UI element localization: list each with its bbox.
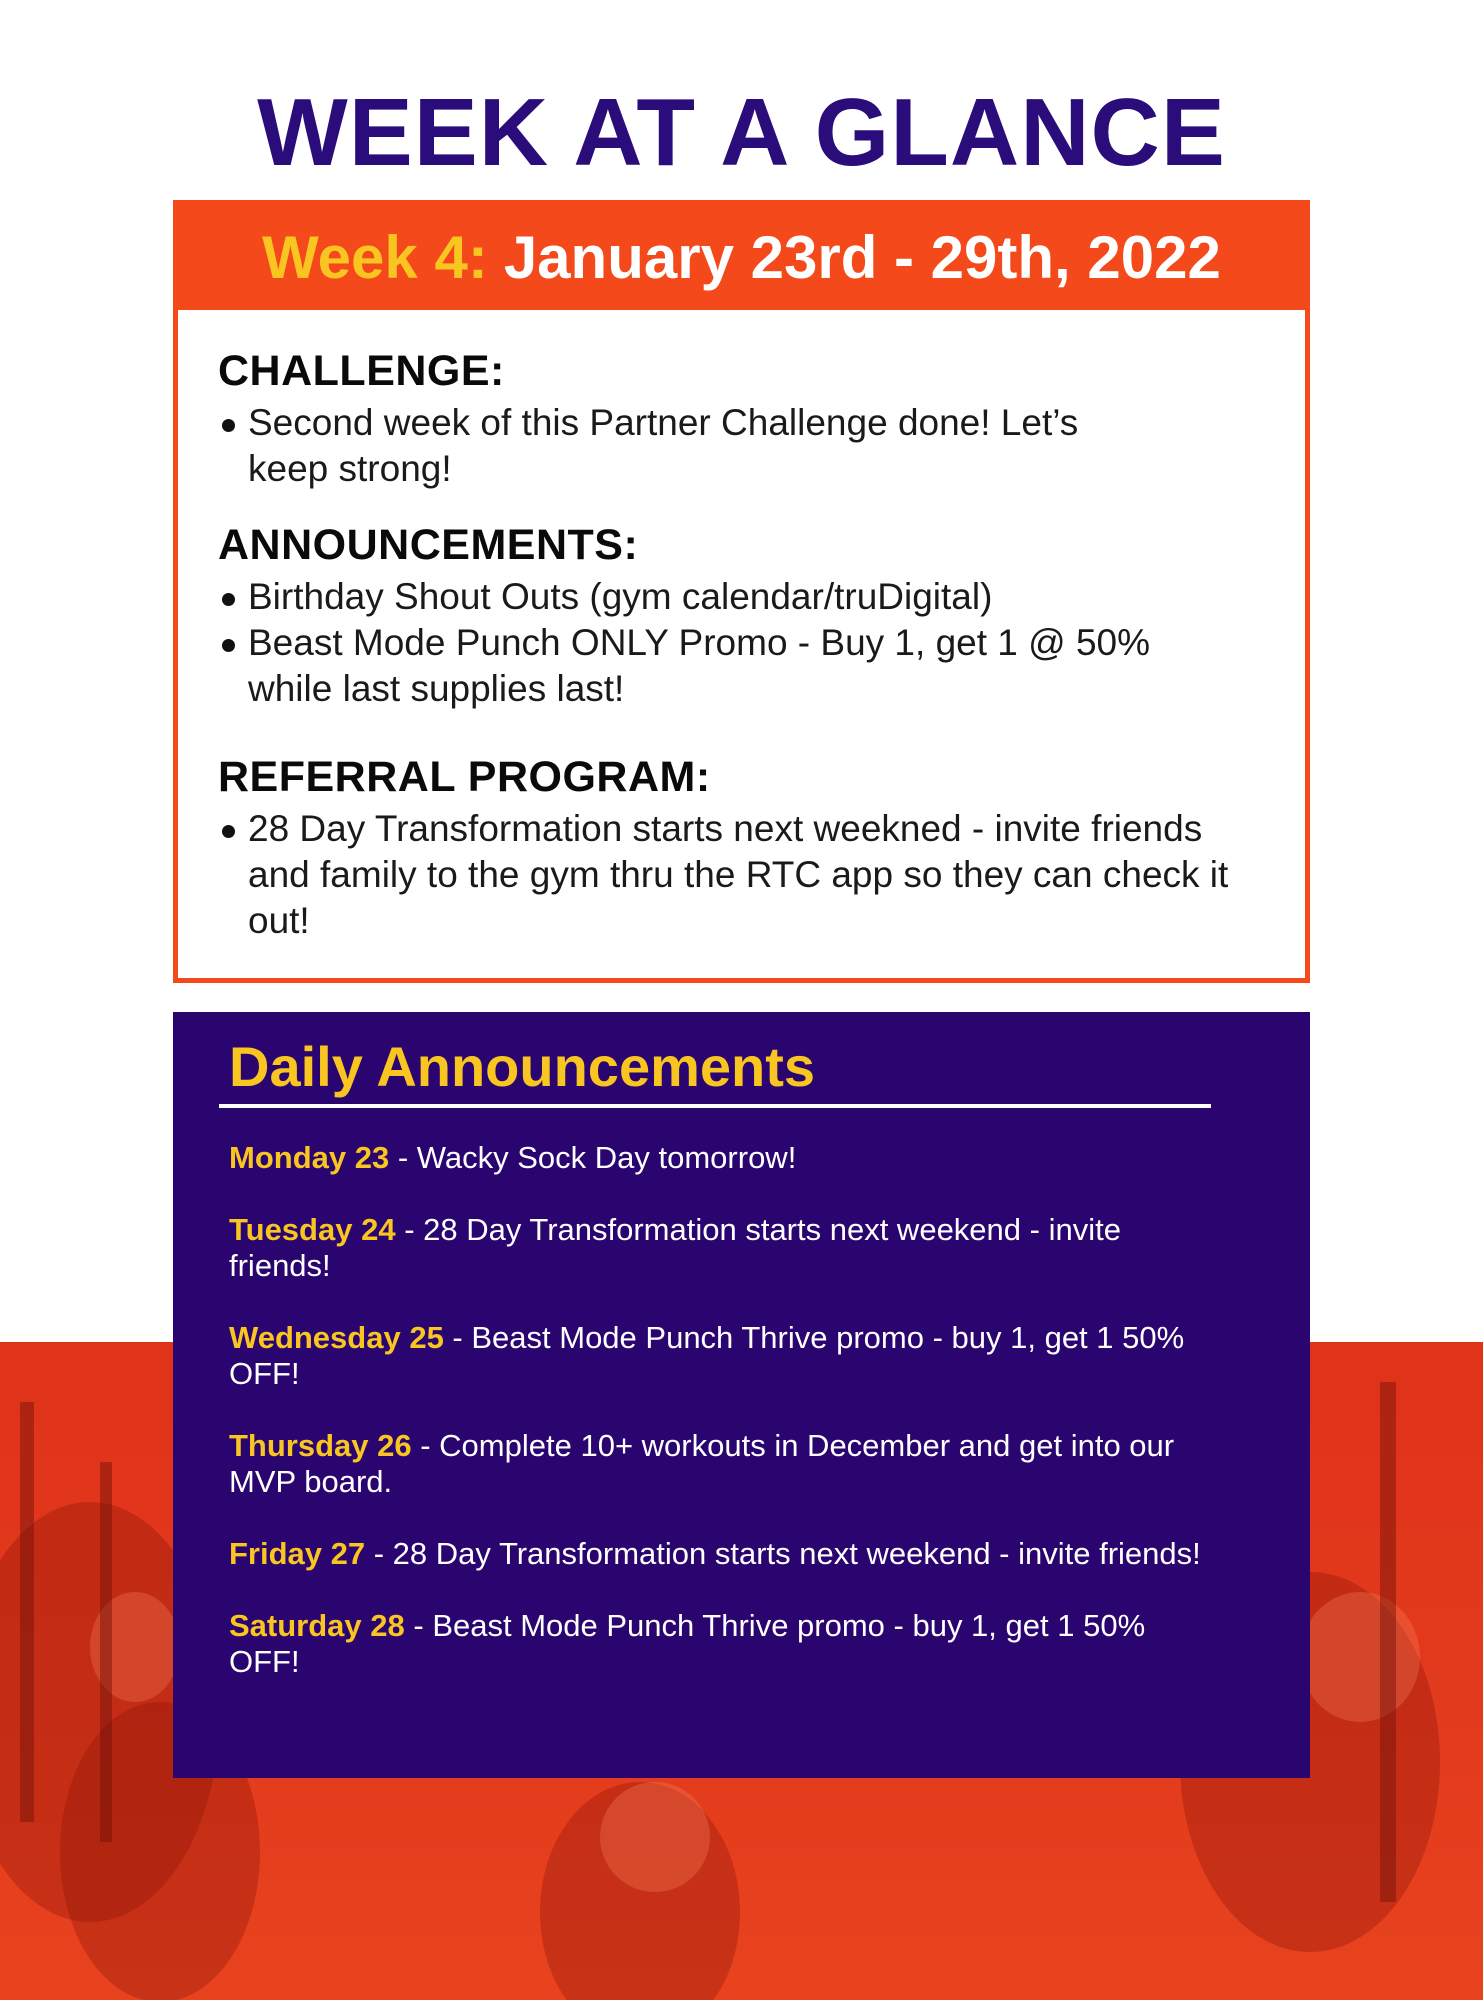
daily-title-divider xyxy=(219,1104,1211,1108)
day-text: - Complete 10+ workouts in December and get into our MVP board. xyxy=(229,1428,1175,1499)
daily-announcements-title: Daily Announcements xyxy=(229,1035,816,1098)
referral-section xyxy=(218,752,1265,944)
daily-item-friday xyxy=(229,1536,1209,1572)
day-label: Friday 27 xyxy=(229,1536,366,1571)
announcements-heading: ANNOUNCEMENTS: xyxy=(218,521,639,569)
daily-item-thursday xyxy=(229,1428,1239,1500)
referral-list xyxy=(218,806,1265,944)
week-summary-panel xyxy=(173,200,1310,983)
week-header xyxy=(178,205,1305,310)
day-label: Saturday 28 xyxy=(229,1608,405,1643)
day-label: Wednesday 25 xyxy=(229,1320,444,1355)
day-text: - Wacky Sock Day tomorrow! xyxy=(389,1140,797,1175)
list-item: Beast Mode Punch ONLY Promo - Buy 1, get 1 @ 50% while last supplies last! xyxy=(218,620,1208,712)
challenge-heading: CHALLENGE: xyxy=(218,347,505,395)
challenge-section xyxy=(218,346,1265,492)
day-text: - 28 Day Transformation starts next weekend - invite friends! xyxy=(229,1212,1121,1283)
daily-item-wednesday xyxy=(229,1320,1209,1392)
day-label: Monday 23 xyxy=(229,1140,390,1175)
announcements-section xyxy=(218,520,1265,712)
day-text: - 28 Day Transformation starts next weekend - invite friends! xyxy=(365,1536,1201,1571)
list-item: 28 Day Transformation starts next weekned - invite friends and family to the gym thru the RTC app so they can check it out! xyxy=(218,806,1248,944)
referral-heading: REFERRAL PROGRAM: xyxy=(218,753,711,801)
daily-item-monday xyxy=(229,1140,1249,1176)
page-title: WEEK AT A GLANCE xyxy=(257,79,1226,186)
list-item: Second week of this Partner Challenge done! Let’s keep strong! xyxy=(218,400,1128,492)
challenge-list xyxy=(218,400,1265,492)
daily-announcements-list xyxy=(229,1140,1249,1716)
week-number-label: Week 4: xyxy=(262,224,488,291)
day-text: - Beast Mode Punch Thrive promo - buy 1, get 1 50% OFF! xyxy=(229,1608,1146,1679)
daily-item-tuesday xyxy=(229,1212,1209,1284)
day-label: Thursday 26 xyxy=(229,1428,412,1463)
day-text: - Beast Mode Punch Thrive promo - buy 1, get 1 50% OFF! xyxy=(229,1320,1185,1391)
day-label: Tuesday 24 xyxy=(229,1212,396,1247)
list-item: Birthday Shout Outs (gym calendar/truDigital) xyxy=(218,574,1265,620)
week-body xyxy=(178,310,1305,944)
announcements-list xyxy=(218,574,1265,712)
daily-announcements-panel xyxy=(173,1012,1310,1778)
week-date-range: January 23rd - 29th, 2022 xyxy=(503,224,1221,291)
daily-item-saturday xyxy=(229,1608,1209,1680)
